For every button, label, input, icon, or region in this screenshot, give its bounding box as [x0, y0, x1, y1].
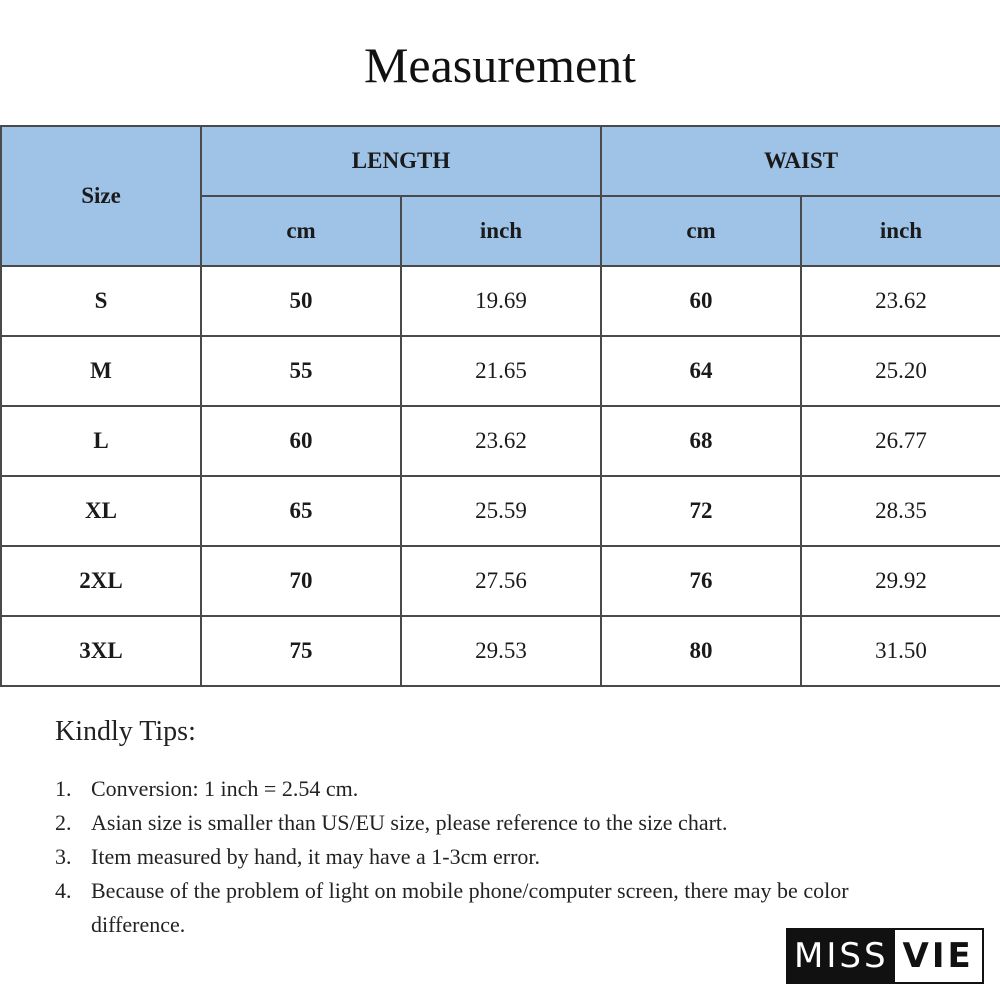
tip-number: 2. — [55, 810, 72, 835]
tip-item — [55, 806, 955, 840]
length-header: LENGTH — [201, 126, 601, 196]
tip-number: 3. — [55, 844, 72, 869]
unit-header: cm — [601, 196, 801, 266]
waist-inch-cell: 28.35 — [801, 476, 1000, 546]
table-row — [1, 266, 1000, 336]
length-cm-cell: 65 — [201, 476, 401, 546]
waist-inch-cell: 29.92 — [801, 546, 1000, 616]
waist-inch-cell: 26.77 — [801, 406, 1000, 476]
unit-header: inch — [401, 196, 601, 266]
length-inch-cell: 25.59 — [401, 476, 601, 546]
tip-text: Asian size is smaller than US/EU size, please reference to the size chart. — [91, 810, 728, 835]
length-cm-cell: 70 — [201, 546, 401, 616]
waist-cm-cell: 76 — [601, 546, 801, 616]
table-row — [1, 546, 1000, 616]
length-cm-cell: 50 — [201, 266, 401, 336]
tip-text: Because of the problem of light on mobile phone/computer screen, there may be color difference. — [91, 878, 849, 937]
tips-title: Kindly Tips: — [55, 716, 196, 747]
waist-cm-cell: 68 — [601, 406, 801, 476]
size-cell: XL — [1, 476, 201, 546]
tip-item — [55, 840, 955, 874]
waist-cm-cell: 64 — [601, 336, 801, 406]
tip-text: Item measured by hand, it may have a 1-3cm error. — [91, 844, 541, 869]
tip-number: 4. — [55, 878, 72, 903]
brand-logo — [786, 928, 984, 984]
size-cell: L — [1, 406, 201, 476]
waist-inch-cell: 25.20 — [801, 336, 1000, 406]
waist-header: WAIST — [601, 126, 1000, 196]
unit-header: cm — [201, 196, 401, 266]
length-inch-cell: 27.56 — [401, 546, 601, 616]
page-title: Measurement — [363, 37, 637, 93]
waist-inch-cell: 31.50 — [801, 616, 1000, 686]
size-chart-table — [0, 125, 1000, 687]
table-row — [1, 476, 1000, 546]
tip-item — [55, 772, 955, 806]
length-cm-cell: 55 — [201, 336, 401, 406]
size-cell: S — [1, 266, 201, 336]
waist-cm-cell: 72 — [601, 476, 801, 546]
logo-part-vie: VIE — [895, 930, 982, 982]
length-inch-cell: 21.65 — [401, 336, 601, 406]
length-cm-cell: 75 — [201, 616, 401, 686]
size-cell: 2XL — [1, 546, 201, 616]
size-cell: M — [1, 336, 201, 406]
length-inch-cell: 23.62 — [401, 406, 601, 476]
size-header: Size — [1, 126, 201, 266]
size-cell: 3XL — [1, 616, 201, 686]
length-inch-cell: 19.69 — [401, 266, 601, 336]
length-cm-cell: 60 — [201, 406, 401, 476]
unit-header: inch — [801, 196, 1000, 266]
length-inch-cell: 29.53 — [401, 616, 601, 686]
table-row — [1, 336, 1000, 406]
waist-cm-cell: 80 — [601, 616, 801, 686]
tip-number: 1. — [55, 776, 72, 801]
waist-cm-cell: 60 — [601, 266, 801, 336]
table-row — [1, 406, 1000, 476]
table-row — [1, 616, 1000, 686]
waist-inch-cell: 23.62 — [801, 266, 1000, 336]
header-row-groups — [1, 126, 1000, 196]
logo-part-miss: MISS — [788, 930, 895, 982]
tip-text: Conversion: 1 inch = 2.54 cm. — [91, 776, 359, 801]
tips-section — [55, 712, 955, 942]
